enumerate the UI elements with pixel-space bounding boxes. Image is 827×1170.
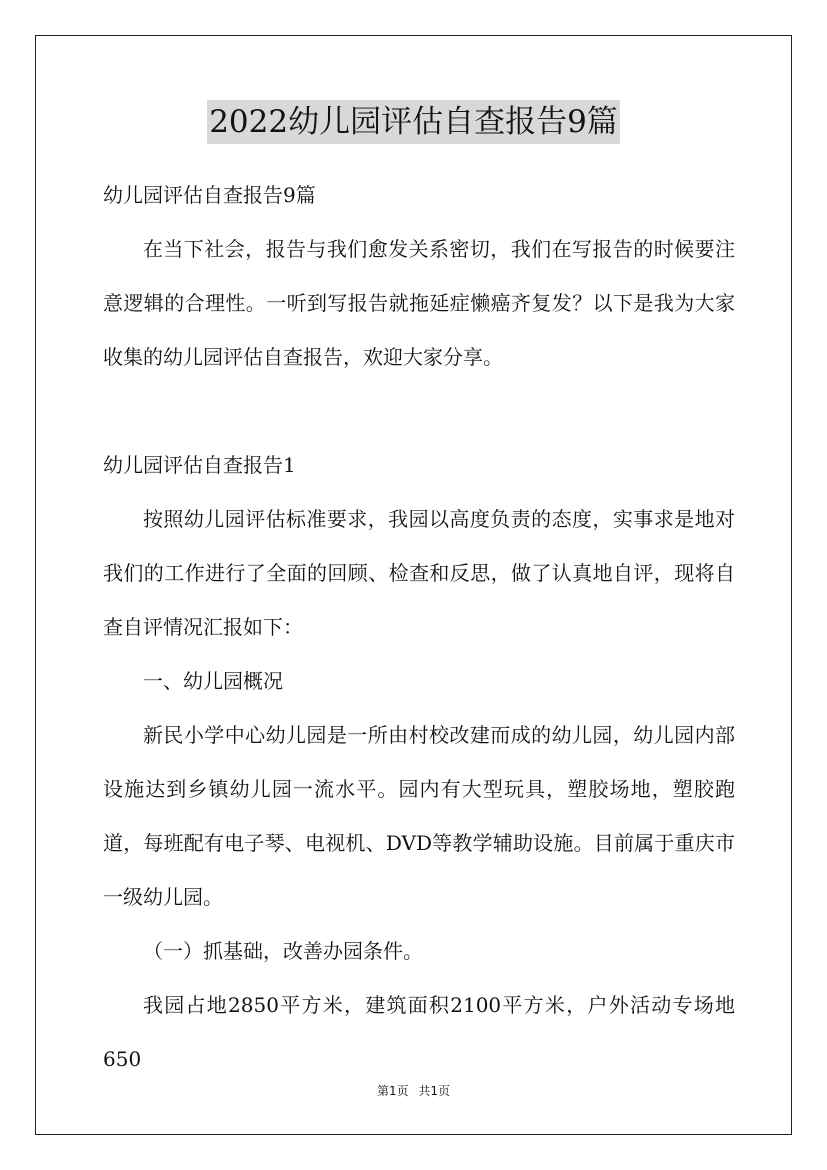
paragraph-subtitle: 幼儿园评估自查报告9篇: [103, 183, 316, 207]
section-heading: 幼儿园评估自查报告1: [103, 453, 296, 477]
document-body: [103, 168, 735, 1086]
paragraph-body: 新民小学中心幼儿园是一所由村校改建而成的幼儿园，幼儿园内部设施达到乡镇幼儿园一流水平。园内有大型玩具，塑胶场地，塑胶跑道，每班配有电子琴、电视机、DVD等教学辅助设施。目前属于重庆市一级幼儿园。: [103, 723, 735, 909]
paragraph-spacer: [103, 384, 735, 438]
subsection-heading: 一、幼儿园概况: [143, 669, 283, 693]
paragraph-body: 按照幼儿园评估标准要求，我园以高度负责的态度，实事求是地对我们的工作进行了全面的回顾、检查和反思，做了认真地自评，现将自查自评情况汇报如下：: [103, 507, 735, 639]
document-title: 2022幼儿园评估自查报告9篇: [207, 100, 620, 144]
page-total: 共1页: [418, 1084, 451, 1098]
title-container: [0, 100, 827, 144]
paragraph-intro: 在当下社会，报告与我们愈发关系密切，我们在写报告的时候要注意逻辑的合理性。一听到写报告就拖延症懒癌齐复发？以下是我为大家收集的幼儿园评估自查报告，欢迎大家分享。: [103, 237, 735, 369]
page-number: 第1页: [376, 1084, 409, 1098]
paragraph-body: 我园占地2850平方米，建筑面积2100平方米，户外活动专场地650: [103, 993, 735, 1071]
subsection-heading: （一）抓基础，改善办园条件。: [143, 939, 423, 963]
page-footer: [0, 1082, 827, 1099]
